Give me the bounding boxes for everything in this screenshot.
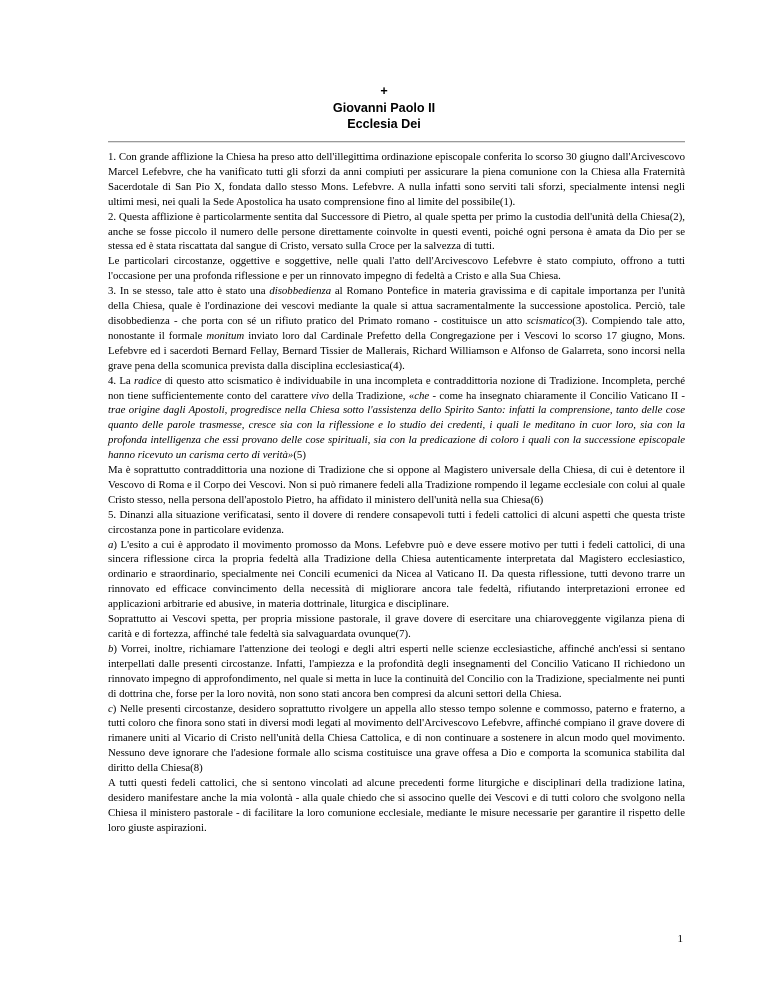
italic-text: c bbox=[108, 702, 113, 715]
paragraph bbox=[108, 642, 685, 702]
page-number: 1 bbox=[677, 933, 683, 945]
italic-text: vivo bbox=[311, 389, 330, 402]
paragraph bbox=[108, 284, 685, 373]
paragraph bbox=[108, 463, 685, 508]
italic-text: b bbox=[108, 642, 114, 655]
document-title: Ecclesia Dei bbox=[347, 117, 421, 131]
text-run: 3. In se stesso, tale atto è stato una bbox=[108, 285, 270, 298]
text-run: ) L'esito a cui è approdato il movimento promosso da Mons. Lefebvre può e deve essere motivo per tutti i fedeli cattolici, di una sincera riflessione circa la propria fedeltà alla Tradizione della Chiesa autenticamente interpretata dal Magistero ecclesiastico, ordinario e straordinario, specialmente nei Concili ecumenici da Nicea al Vaticano II. Da questa riflessione, tutti devono trarre un rinnovato ed efficace convincimento della necessità di migliorare ancora tale fedeltà, rifiutando interpretazioni erronee ed applicazioni arbitrarie ed abusive, in materia dottrinale, liturgica e disciplinare. bbox=[108, 538, 685, 611]
paragraph bbox=[108, 150, 685, 210]
text-run: 1. Con grande afflizione la Chiesa ha preso atto dell'illegittima ordinazione episcopale conferita lo scorso 30 giugno dall'Arcivescovo Marcel Lefebvre, che ha vanificato tutti gli sforzi da anni compiuti per assicurare la piena comunione con la Chiesa alla Fraternità Sacerdotale di San Pio X, fondata dallo stesso Mons. Lefebvre. A nulla infatti sono serviti tali sforzi, specialmente intensi negli ultimi mesi, nei quali la Sede Apostolica ha usato comprensione fino al limite del possibile(1). bbox=[108, 151, 685, 208]
text-run: di questo atto scismatico è individuabile in una incompleta e contraddittoria nozione di Tradizione. Incompleta, perché non tiene sufficientemente conto del carattere bbox=[108, 374, 686, 402]
text-run: ) Vorrei, inoltre, richiamare l'attenzione dei teologi e degli altri esperti nelle scienze ecclesiastiche, affinché anch'essi si sentano interpellati dalle presenti circostanze. Infatti, l'ampiezza e la profondità degli insegnamenti del Concilio Vaticano II richiedono un rinnovato impegno di approfondimento, nel quale si metta in luce la continuità del Concilio con la Tradizione, specialmente nei punti di dottrina che, forse per la loro novità, non sono stati ancora ben compresi da alcuni settori della Chiesa. bbox=[108, 642, 685, 700]
text-run: (5) bbox=[293, 449, 306, 462]
cross-symbol: + bbox=[380, 84, 388, 98]
italic-text: che bbox=[414, 389, 430, 402]
text-run: inviato loro dal Cardinale Prefetto della Congregazione per i Vescovi lo scorso 17 giugno, Mons. Lefebvre ed i sacerdoti Bernard Fellay, Bernard Tissier de Mallerais, Richard Williamson e Alfonso de Galarreta, sono incorsi nella grave pena della scomunica prevista dalla disciplina ecclesiastica(4). bbox=[108, 329, 685, 372]
paragraph bbox=[108, 702, 685, 777]
paragraph bbox=[108, 210, 685, 255]
text-run: della Tradizione, « bbox=[329, 389, 415, 402]
paragraph bbox=[108, 374, 685, 463]
header-divider bbox=[108, 141, 685, 143]
paragraph bbox=[108, 776, 685, 836]
author-name: Giovanni Paolo II bbox=[332, 100, 436, 115]
text-run: A tutti questi fedeli cattolici, che si sentono vincolati ad alcune precedenti forme liturgiche e disciplinari della tradizione latina, desidero manifestare anche la mia volontà - alla quale chiedo che si associno quelle dei Vescovi e di tutti coloro che svolgono nella Chiesa il ministero pastorale - di facilitare la loro comunione ecclesiale, mediante le misure necessarie per garantire il rispetto delle loro giuste aspirazioni. bbox=[108, 777, 685, 834]
text-run: Le particolari circostanze, oggettive e soggettive, nelle quali l'atto dell'Arcivescovo Lefebvre è stato compiuto, offrono a tutti l'occasione per una profonda riflessione e per un rinnovato impegno di fedeltà a Cristo e alla Sua Chiesa. bbox=[108, 255, 685, 283]
italic-text: trae origine dagli Apostoli, progredisce nella Chiesa sotto l'assistenza dello Spirito Santo: infatti la comprensione, tanto delle cose quanto delle parole trasmesse, cresce sia con la riflessione e lo studio dei credenti, i quali le meditano in cuor loro, sia con la profonda intelligenza che essi provano delle cose spirituali, sia con la predicazione di coloro i quali con la successione episcopale hanno ricevuto un carisma certo di verità» bbox=[108, 404, 685, 462]
text-run: al Romano Pontefice in materia gravissima e di capitale importanza per l'unità della Chiesa, quale è l'ordinazione dei vescovi mediante la quale si attua sacramentalmente la successione apostolica. Perciò, tale disobbedienza - che porta con sé un rifiuto pratico del Primato romano - costituisce un atto bbox=[108, 285, 686, 327]
text-run: - come ha insegnato chiaramente il Concilio Vaticano II - bbox=[429, 389, 686, 402]
paragraph bbox=[108, 254, 685, 284]
paragraph bbox=[108, 538, 685, 613]
document-body bbox=[108, 150, 685, 836]
text-run: Soprattutto ai Vescovi spetta, per propria missione pastorale, il grave dovere di esercitare una chiaroveggente vigilanza piena di carità e di fortezza, affinché tale fedeltà sia salvaguardata ovunque(7). bbox=[108, 613, 685, 640]
text-run: 5. Dinanzi alla situazione verificatasi, sento il dovere di rendere consapevoli tutti i fedeli cattolici di alcuni aspetti che questa triste circostanza pone in particolare evidenza. bbox=[108, 508, 685, 536]
italic-text: a bbox=[108, 538, 114, 551]
text-run: 4. La bbox=[108, 374, 134, 387]
document-header bbox=[0, 83, 768, 133]
text-run: ) Nelle presenti circostanze, desidero soprattutto rivolgere un appella allo stesso tempo solenne e commosso, paterno e fraterno, a tutti coloro che finora sono stati in diversi modi legati al movimento dell'Arcivescovo Lefebvre, affinché compiano il grave dovere di rimanere uniti al Vicario di Cristo nell'unità della Chiesa Cattolica, e di non continuare a sostenere in alcun modo quel movimento. Nessuno deve ignorare che l'adesione formale allo scisma costituisce una grave offesa a Dio e comporta la scomunica stabilita dal diritto della Chiesa(8) bbox=[108, 702, 685, 775]
italic-text: monitum bbox=[206, 329, 245, 342]
text-run: (3). Compiendo tale atto, nonostante il formale bbox=[108, 314, 685, 342]
italic-text: radice bbox=[133, 374, 162, 387]
text-run: 2. Questa afflizione è particolarmente sentita dal Successore di Pietro, al quale spetta per primo la custodia dell'unità della Chiesa(2), anche se fosse piccolo il numero delle persone direttamente coinvolte in questi eventi, poiché ogni persona è amata da Dio per se stessa ed è stata riscattata dal sangue di Cristo, versato sulla Croce per la salvezza di tutti. bbox=[108, 210, 685, 253]
paragraph bbox=[108, 612, 685, 642]
italic-text: disobbedienza bbox=[269, 285, 332, 298]
text-run: Ma è soprattutto contraddittoria una nozione di Tradizione che si oppone al Magistero universale della Chiesa, di cui è detentore il Vescovo di Roma e il Corpo dei Vescovi. Non si può rimanere fedeli alla Tradizione rompendo il legame ecclesiale con colui al quale Cristo stesso, nella persona dell'apostolo Pietro, ha affidato il ministero dell'unità nella sua Chiesa(6) bbox=[108, 464, 685, 506]
italic-text: scismatico bbox=[526, 314, 573, 327]
paragraph bbox=[108, 508, 685, 538]
